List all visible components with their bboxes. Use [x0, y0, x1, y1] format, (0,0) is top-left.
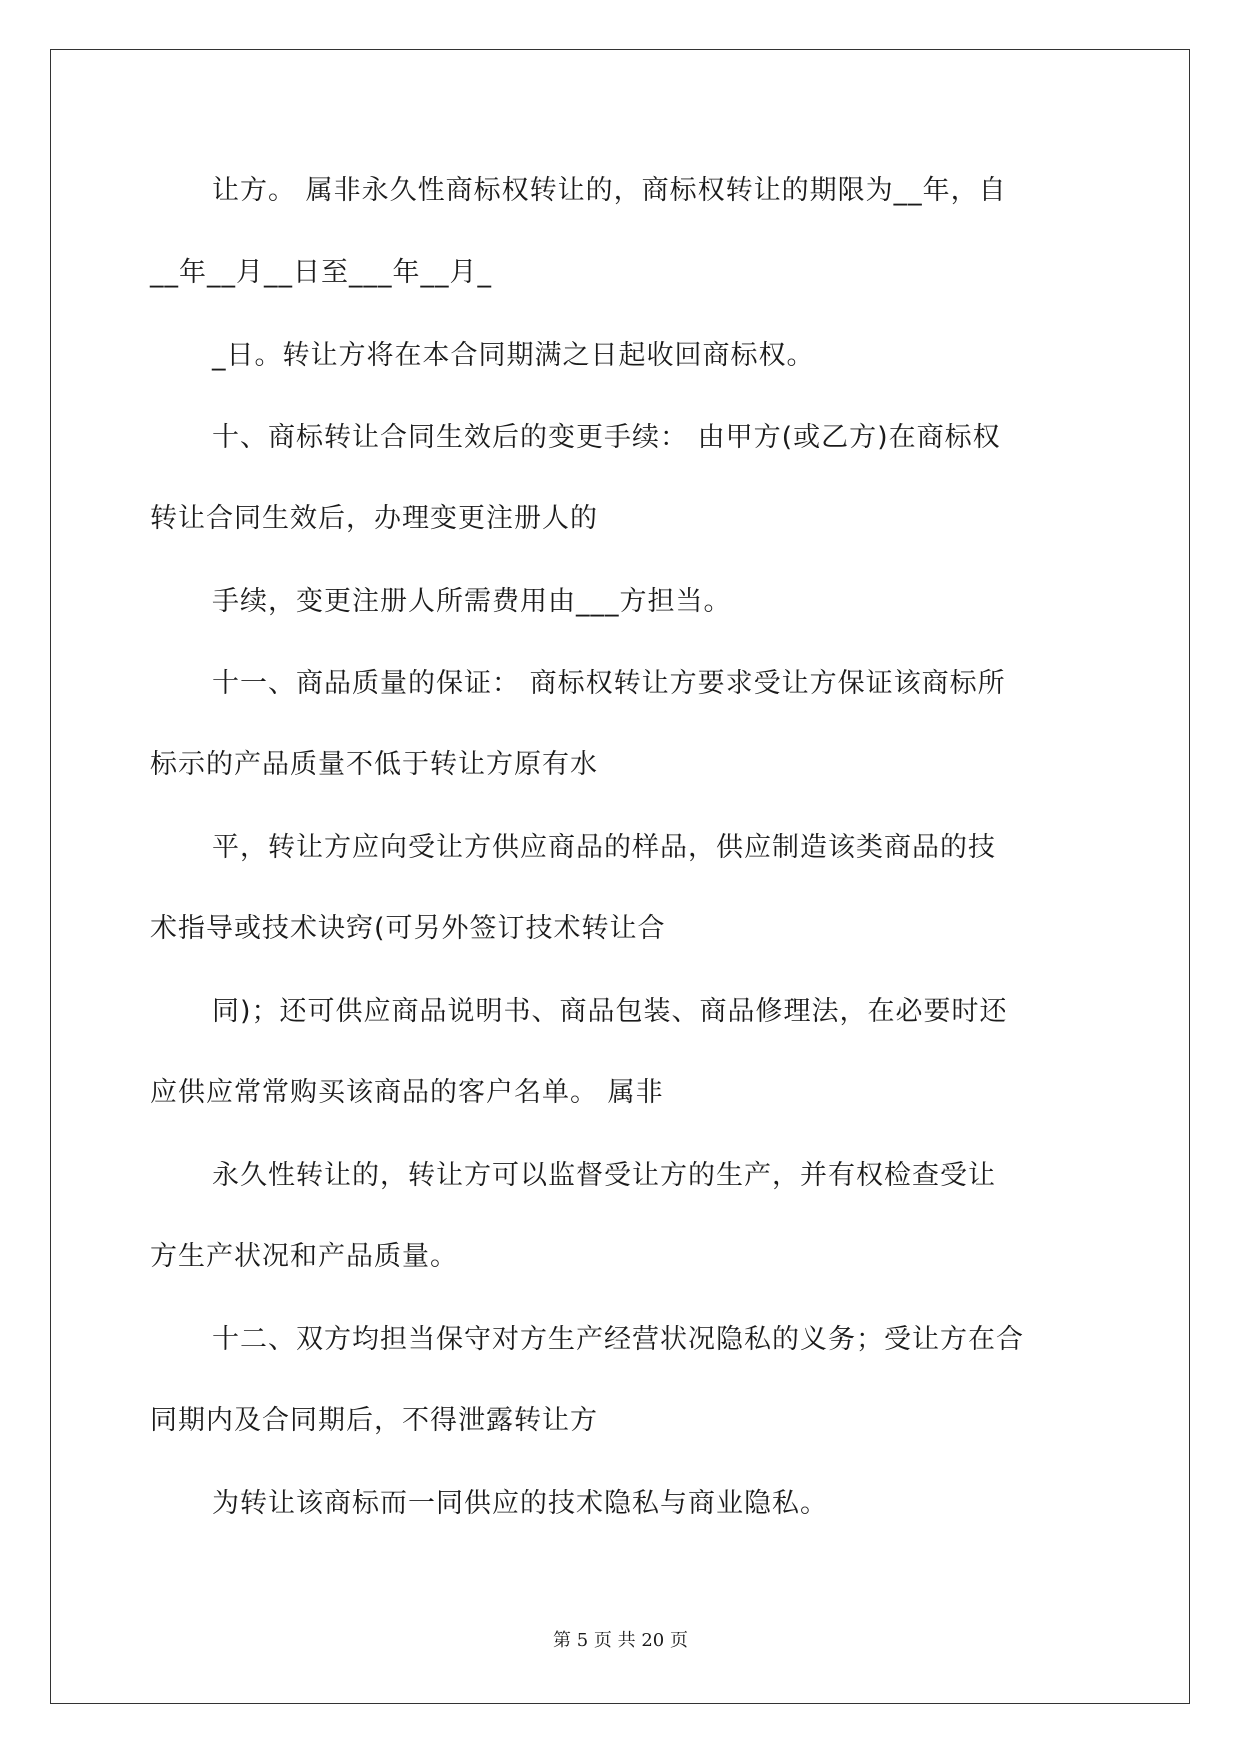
page-border	[50, 49, 1190, 1704]
text-line: 平，转让方应向受让方供应商品的样品，供应制造该类商品的技	[212, 832, 996, 863]
text-line: 十二、双方均担当保守对方生产经营状况隐私的义务；受让方在合	[212, 1324, 1024, 1355]
text-line: 应供应常常购买该商品的客户名单。 属非	[150, 1077, 664, 1108]
text-line: 转让合同生效后，办理变更注册人的	[150, 503, 598, 534]
text-line: 十一、商品质量的保证： 商标权转让方要求受让方保证该商标所	[212, 668, 1006, 699]
text-line: 同)；还可供应商品说明书、商品包装、商品修理法，在必要时还	[212, 996, 1008, 1027]
text-line: 为转让该商标而一同供应的技术隐私与商业隐私。	[212, 1488, 828, 1519]
text-line: 永久性转让的，转让方可以监督受让方的生产，并有权检查受让	[212, 1160, 996, 1191]
text-line: _日。转让方将在本合同期满之日起收回商标权。	[212, 340, 815, 371]
text-line: 十、商标转让合同生效后的变更手续： 由甲方(或乙方)在商标权	[212, 422, 1001, 453]
page-number-footer: 第 5 页 共 20 页	[553, 1630, 688, 1651]
text-line: __年__月__日至___年__月_	[150, 257, 492, 288]
text-line: 同期内及合同期后，不得泄露转让方	[150, 1405, 598, 1436]
text-line: 方生产状况和产品质量。	[150, 1241, 458, 1272]
text-line: 标示的产品质量不低于转让方原有水	[150, 749, 598, 780]
text-line: 手续，变更注册人所需费用由___方担当。	[212, 586, 732, 617]
text-line: 术指导或技术诀窍(可另外签订技术转让合	[150, 913, 666, 944]
text-line: 让方。 属非永久性商标权转让的，商标权转让的期限为__年，自	[212, 175, 1007, 206]
